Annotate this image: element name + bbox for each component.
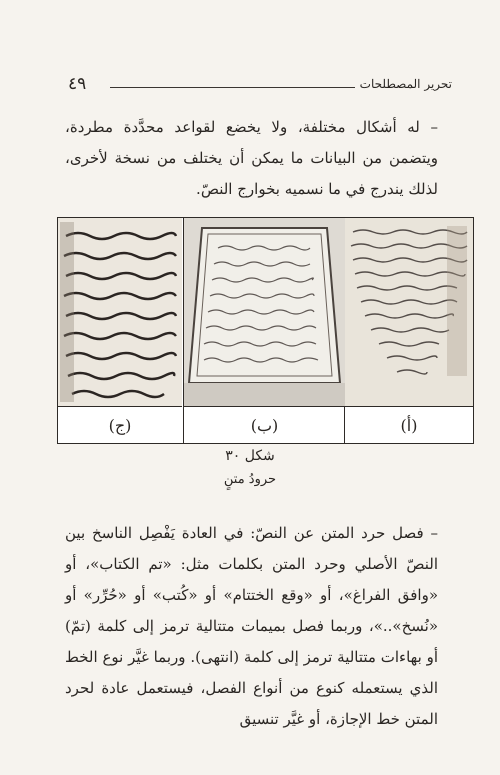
paragraph-forms: – له أشكال مختلفة، ولا يخضع لقواعد محدَّدة مطردة، ويتضمن من البيانات ما يمكن أن يختلف من نسخة لأخرى، لذلك يندرج في ما نسميه بخوارج النصّ. xyxy=(65,118,438,198)
panel-a-caption: (أ) xyxy=(345,406,473,444)
panel-b-caption: (ب) xyxy=(184,406,345,444)
figure-panel-b xyxy=(183,218,345,443)
manuscript-image-c xyxy=(58,218,182,406)
running-title: تحرير المصطلحات xyxy=(359,77,452,91)
figure-title: حرودُ متنٍ xyxy=(223,472,277,487)
figure-panel-c xyxy=(58,218,182,443)
manuscript-image-a xyxy=(345,218,473,406)
figure-panel-a xyxy=(344,218,473,443)
figure-30 xyxy=(57,217,474,444)
panel-c-caption: (ج) xyxy=(58,406,182,444)
paragraph-separation: – فصل حرد المتن عن النصّ: في العادة يَفْصِل الناسخ بين النصّ الأصلي وحرد المتن بكلمات مثل: «تم الكتاب»، أو «وافق الفراغ»، أو «وقع الختتام» أو «كُتب» أو «حُرِّر» أو «نُسخ»..»، وربما فصل بميمات متتالية ترمز إلى كلمة (تمّ) أو بهاءات متتالية ترمز إلى كلمة (انتهى). وربما غيَّر نوع الخط الذي يستعمله كنوع من أنواع الفصل، فيستعمل عادة لحرد المتن خط الإجازة، أو غيَّر تنسيق xyxy=(65,524,438,728)
page-header xyxy=(40,74,460,96)
page-number: ٤٩ xyxy=(68,74,87,94)
manuscript-image-b xyxy=(184,218,345,406)
header-rule xyxy=(110,87,355,88)
figure-label: شكل ٣٠ xyxy=(225,448,275,464)
